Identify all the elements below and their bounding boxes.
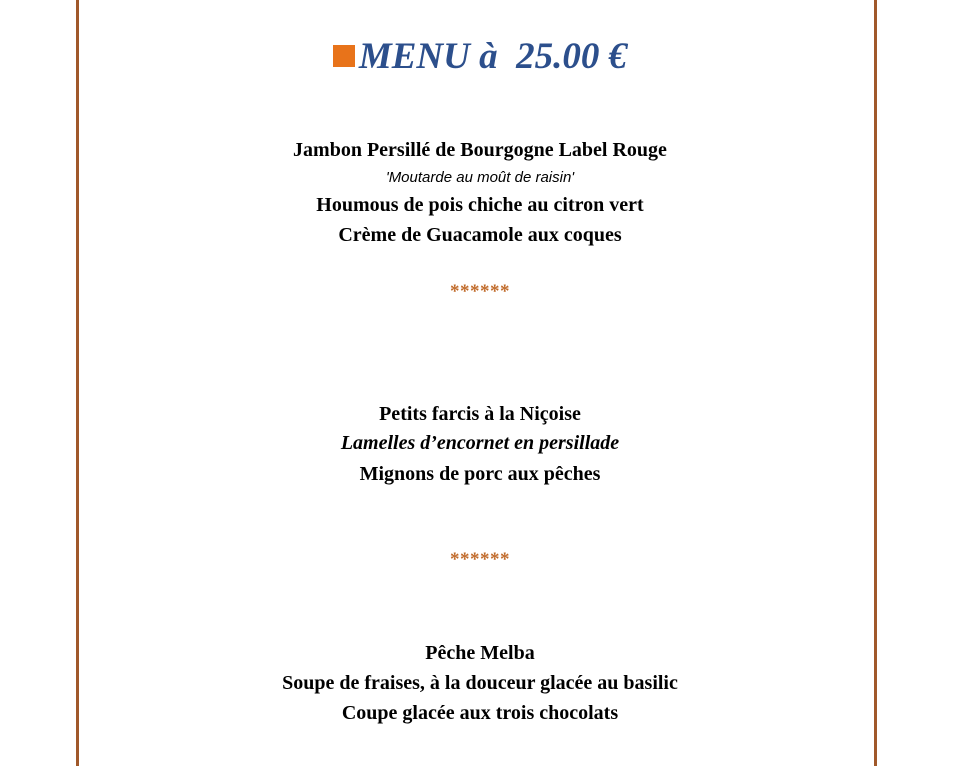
main-item: Mignons de porc aux pêches [359,463,601,485]
dessert-item: Pêche Melba [425,642,535,664]
main-item: Lamelles d’encornet en persillade [340,432,620,454]
starter-item: Houmous de pois chiche au citron vert [316,194,644,216]
dessert-item: Coupe glacée aux trois chocolats [341,702,619,724]
square-bullet-icon [333,45,355,67]
starter-item: Crème de Guacamole aux coques [338,224,622,246]
dessert-item: Soupe de fraises, à la douceur glacée au basilic [282,672,678,694]
starter-note: 'Moutarde au moût de raisin' [385,169,575,186]
menu-title-text: MENU à 25.00 € [358,36,628,77]
starter-item: Jambon Persillé de Bourgogne Label Rouge [293,139,667,161]
course-separator: ****** [450,281,510,302]
course-separator: ****** [450,549,510,570]
menu-title [0,33,960,81]
main-item: Petits farcis à la Niçoise [379,403,581,425]
